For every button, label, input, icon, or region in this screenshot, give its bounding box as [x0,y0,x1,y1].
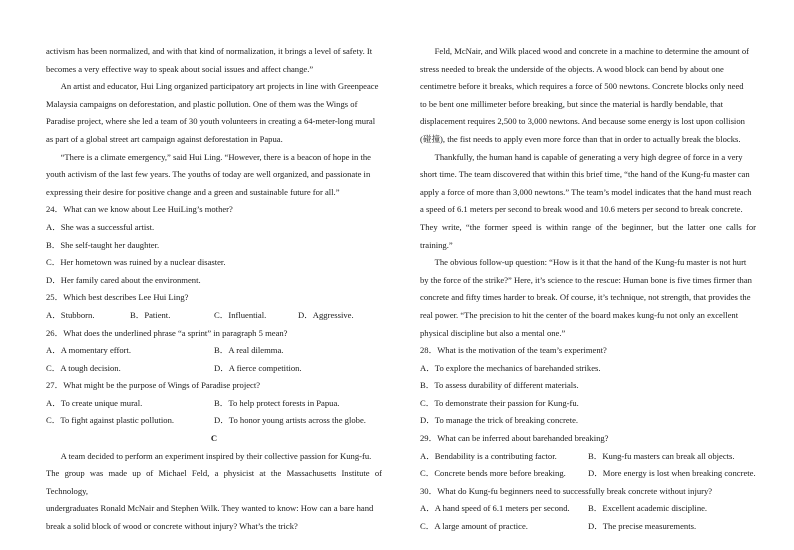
q25-options [46,307,382,325]
q27-option-d: D．To honor young artists across the globe. [214,415,366,426]
q25-option-c: C．Influential. [214,309,267,320]
q30-option-d: D．The precise measurements. [588,521,697,532]
q29-option-c: C．Concrete bends more before breaking. [420,468,566,479]
q24-option-d: D．Her family cared about the environment. [46,274,201,285]
q24-option-a: A．She was a successful artist. [46,221,155,232]
q29-option-d: D．More energy is lost when breaking concrete. [588,468,756,479]
q24-option-b: B．She self-taught her daughter. [46,239,160,250]
paragraph-bone-strength: The obvious follow-up question: “How is it that the hand of the Kung-fu master is not hurt by the force of the strike?” Here, it’s science to the rescue: Human bone is five times firmer than concrete and fifty times harder to break. Of course, it’s technique, not strength, that provides the real power. “The precision to hit the center of the board makes kung-fu not only an excellent physical discipline but also a mental one.” [420,257,752,338]
q26-option-d: D．A fierce competition. [214,362,302,373]
q26-options-row2 [46,360,382,378]
q28-option-c: C．To demonstrate their passion for Kung-fu. [420,397,579,408]
question-28: 28．What is the motivation of the team’s experiment? [420,345,607,356]
paragraph-continuation: activism has been normalized, and with that kind of normalization, it brings a level of safety. It becomes a very effective way to speak about social issues and affect change.” [46,46,373,74]
q28-option-a: A．To explore the mechanics of barehanded strikes. [420,362,601,373]
q27-option-b: B．To help protect forests in Papua. [214,397,340,408]
question-24: 24．What can we know about Lee HuiLing’s mother? [46,204,233,215]
q30-options-row1 [420,500,756,518]
paragraph-kungfu-experiment: A team decided to perform an experiment inspired by their collective passion for Kung-fu. The group was made up of Michael Feld, a physicist at the Massachusetts Institute of Technology, undergraduates Ronald McNair and Stephen Wilk. They wanted to know: How can a bare hand break a solid block of wood or concrete without injury? What’s the trick? [46,450,382,532]
paragraph-hand-force: Thankfully, the human hand is capable of generating a very high degree of force in a very short time. The team discovered that within this brief time, “the hand of the Kung-fu master can apply a force of more than 3,000 newtons.” The team’s model indicates that the hand must reach a speed of 6.1 meters per second to break wood and 10.6 meters per second to break concrete. They write, “the former speed is within range of the beginner, but the latter one calls for training.” [420,151,756,250]
question-30: 30．What do Kung-fu beginners need to successfully break concrete without injury? [420,485,713,496]
q28-option-b: B．To assess durability of different materials. [420,380,579,391]
q30-option-c: C．A large amount of practice. [420,521,528,532]
question-26: 26．What does the underlined phrase “a sprint” in paragraph 5 mean? [46,327,288,338]
q25-option-d: D．Aggressive. [298,309,354,320]
q29-option-a: A．Bendability is a contributing factor. [420,450,557,461]
q28-option-d: D．To manage the trick of breaking concrete. [420,415,579,426]
paragraph-hui-ling-projects: An artist and educator, Hui Ling organized participatory art projects in line with Greenpeace Malaysia campaigns on deforestation, and plastic pollution. One of them was the Wings of Paradise project, where she led a team of 30 youth volunteers in creating a 64-meter-long mural as part of a global street art campaign against deforestation in Papua. [46,81,379,144]
q30-option-a: A．A hand speed of 6.1 meters per second. [420,503,570,514]
q26-option-c: C．A tough decision. [46,362,121,373]
left-column [46,43,382,536]
section-heading-c: C [210,433,218,444]
q30-options-row2 [420,518,756,536]
q25-option-b: B．Patient. [130,309,171,320]
q27-options-row2 [46,412,382,430]
q30-option-b: B．Excellent academic discipline. [588,503,708,514]
q29-options-row2 [420,465,756,483]
q27-option-c: C．To fight against plastic pollution. [46,415,175,426]
right-column [420,43,756,536]
question-29: 29．What can be inferred about barehanded breaking? [420,433,609,444]
q26-option-a: A．A momentary effort. [46,345,132,356]
q24-option-c: C．Her hometown was ruined by a nuclear disaster. [46,257,226,268]
paragraph-stress-test: Feld, McNair, and Wilk placed wood and concrete in a machine to determine the amount of stress needed to break the underside of the objects. A wood block can bend by about one centimetre before it breaks, which requires a force of 500 newtons. Concrete blocks only need to be bent one millimeter before breaking, but since the material is hardly bendable, that displacement requires 2,500 to 3,000 newtons. And because some energy is lost upon collision (碰撞), the fist needs to apply even more force than that in order to actually break the blocks. [420,46,749,144]
q25-option-a: A．Stubborn. [46,309,95,320]
question-25: 25．Which best describes Lee Hui Ling? [46,292,189,303]
paragraph-climate-emergency: “There is a climate emergency,” said Hui Ling. “However, there is a beacon of hope in the youth activism of the last few years. The youths of today are well organized, and passionate in expressing their desire for positive change and a green and sustainable future for all.” [46,151,371,197]
q27-options-row1 [46,395,382,413]
q29-option-b: B．Kung-fu masters can break all objects. [588,450,735,461]
question-27: 27．What might be the purpose of Wings of Paradise project? [46,380,261,391]
q26-options-row1 [46,342,382,360]
q26-option-b: B．A real dilemma. [214,345,284,356]
q27-option-a: A．To create unique mural. [46,397,143,408]
q29-options-row1 [420,448,756,466]
